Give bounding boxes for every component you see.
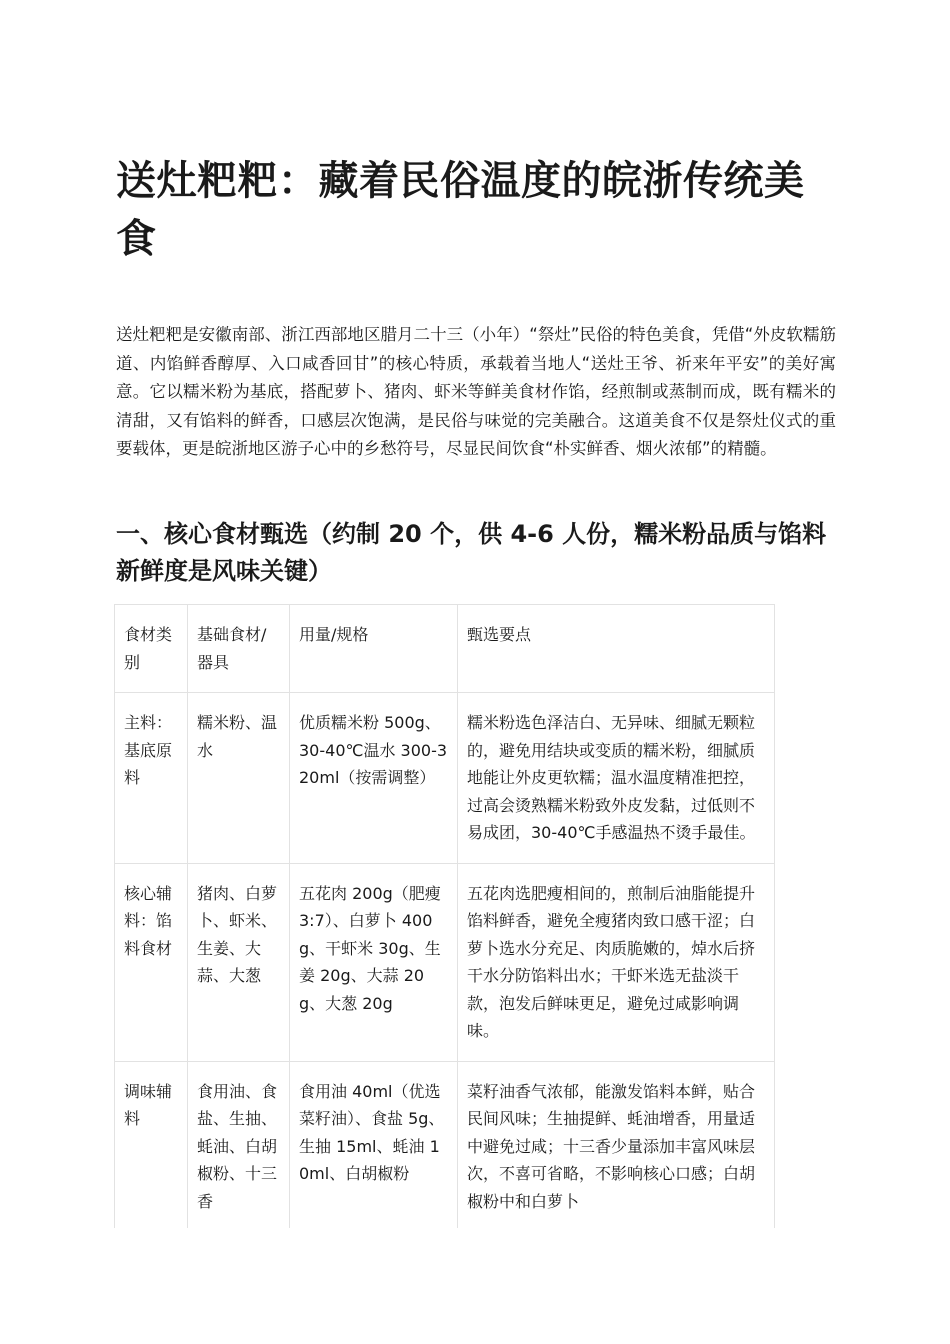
page-title: 送灶粑粑：藏着民俗温度的皖浙传统美食: [116, 158, 805, 262]
header-items: 基础食材/器具: [188, 605, 290, 693]
table-row: [115, 863, 775, 1061]
header-amount: 用量/规格: [290, 605, 458, 693]
cell-amount: 食用油 40ml（优选菜籽油）、食盐 5g、生抽 15ml、蚝油 10ml、白胡椒粉: [290, 1061, 458, 1228]
cell-items: 食用油、食盐、生抽、蚝油、白胡椒粉、十三香: [188, 1061, 290, 1228]
section-heading-ingredients: 一、核心食材甄选（约制 20 个，供 4-6 人份，糯米粉品质与馅料新鲜度是风味关键）: [116, 520, 827, 585]
cell-tips: 糯米粉选色泽洁白、无异味、细腻无颗粒的，避免用结块或变质的糯米粉，细腻质地能让外皮更软糯；温水温度精准把控，过高会烫熟糯米粉致外皮发黏，过低则不易成团，30-40℃手感温热不烫手最佳。: [458, 693, 775, 864]
cell-tips: 五花肉选肥瘦相间的，煎制后油脂能提升馅料鲜香，避免全瘦猪肉致口感干涩；白萝卜选水分充足、肉质脆嫩的，焯水后挤干水分防馅料出水；干虾米选无盐淡干款，泡发后鲜味更足，避免过咸影响调味。: [458, 863, 775, 1061]
table-header-row: [115, 605, 775, 693]
cell-category: 调味辅料: [115, 1061, 188, 1228]
ingredients-table: [114, 604, 775, 1228]
ingredients-table-container: [114, 604, 776, 1228]
cell-items: 糯米粉、温水: [188, 693, 290, 864]
cell-category: 核心辅料：馅料食材: [115, 863, 188, 1061]
header-tips: 甄选要点: [458, 605, 775, 693]
header-category: 食材类别: [115, 605, 188, 693]
intro-paragraph: 送灶粑粑是安徽南部、浙江西部地区腊月二十三（小年）“祭灶”民俗的特色美食，凭借“外皮软糯筋道、内馅鲜香醇厚、入口咸香回甘”的核心特质，承载着当地人“送灶王爷、祈来年平安”的美好寓意。它以糯米粉为基底，搭配萝卜、猪肉、虾米等鲜美食材作馅，经煎制或蒸制而成，既有糯米的清甜，又有馅料的鲜香，口感层次饱满，是民俗与味觉的完美融合。这道美食不仅是祭灶仪式的重要载体，更是皖浙地区游子心中的乡愁符号，尽显民间饮食“朴实鲜香、烟火浓郁”的精髓。: [116, 325, 836, 458]
cell-amount: 五花肉 200g（肥瘦 3:7）、白萝卜 400g、干虾米 30g、生姜 20g、大蒜 20g、大葱 20g: [290, 863, 458, 1061]
table-row: [115, 1061, 775, 1228]
table-row: [115, 693, 775, 864]
cell-items: 猪肉、白萝卜、虾米、生姜、大蒜、大葱: [188, 863, 290, 1061]
cell-tips: 菜籽油香气浓郁，能激发馅料本鲜，贴合民间风味；生抽提鲜、蚝油增香，用量适中避免过咸；十三香少量添加丰富风味层次，不喜可省略，不影响核心口感；白胡椒粉中和白萝卜: [458, 1061, 775, 1228]
cell-amount: 优质糯米粉 500g、30-40℃温水 300-320ml（按需调整）: [290, 693, 458, 864]
cell-category: 主料：基底原料: [115, 693, 188, 864]
